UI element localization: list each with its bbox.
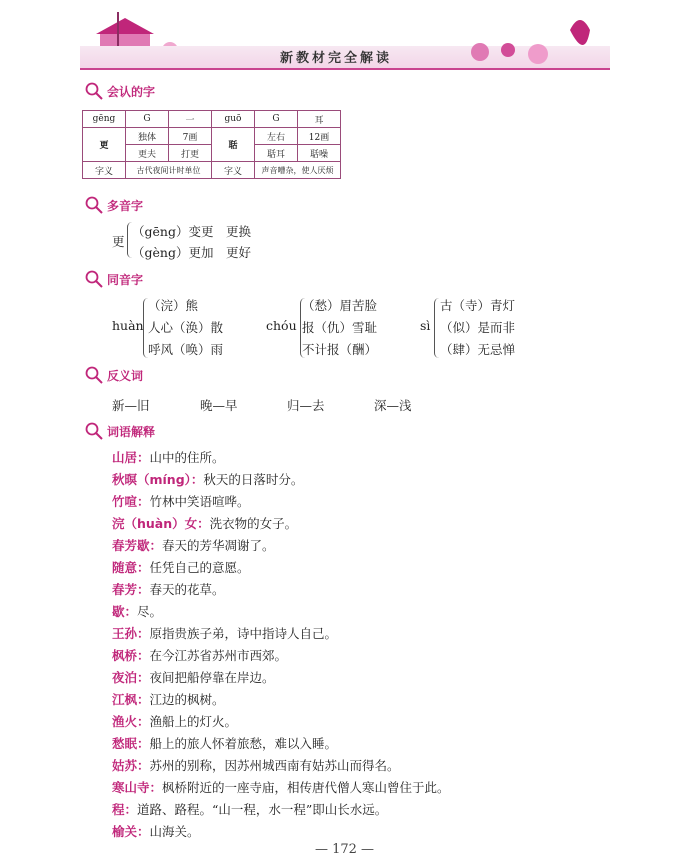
glossary-item	[112, 822, 200, 840]
radical-cell: G	[126, 111, 169, 128]
glossary-item	[112, 492, 250, 510]
page-number: — 172 —	[314, 842, 375, 857]
term-value: 苏州的别称，因苏州城西南有姑苏山而得名。	[149, 758, 400, 773]
homophone-line: 古（寺）青灯	[440, 298, 516, 313]
term-key: 春芳歇：	[112, 538, 163, 553]
word-cell: 聒耳	[255, 145, 298, 162]
magnifier-icon	[85, 422, 103, 440]
page-header	[80, 10, 610, 74]
glossary-item	[112, 756, 400, 774]
glossary-item	[112, 668, 275, 686]
term-key: 夜泊：	[112, 670, 150, 685]
radical-cell: 一	[169, 111, 212, 128]
homophone-line: （肆）无忌惮	[440, 342, 516, 357]
glossary-item	[112, 800, 387, 818]
header-decoration-right-icon	[460, 10, 600, 70]
stroke-cell: 12画	[298, 128, 341, 145]
glossary-item	[112, 624, 337, 642]
glossary-item	[112, 690, 225, 708]
character-table	[82, 110, 341, 179]
big-character: 聒	[212, 128, 255, 162]
magnifier-icon	[85, 196, 103, 214]
term-key: 程：	[112, 802, 138, 817]
term-value: 船上的旅人怀着旅愁，难以入睡。	[149, 736, 338, 751]
magnifier-icon	[85, 366, 103, 384]
structure-cell: 独体	[126, 128, 169, 145]
polyphone-line: （gèng）更加 更好	[132, 245, 251, 260]
term-value: 夜间把船停靠在岸边。	[149, 670, 275, 685]
term-key: 王孙：	[112, 626, 150, 641]
term-value: 山海关。	[149, 824, 200, 839]
meaning-cell: 古代夜间计时单位	[126, 162, 212, 179]
meaning-label: 字义	[212, 162, 255, 179]
section-header-homophone	[85, 270, 143, 288]
magnifier-icon	[85, 270, 103, 288]
antonym-pair: 新—旧	[112, 398, 150, 413]
term-value: 山中的住所。	[149, 450, 225, 465]
glossary-item	[112, 580, 225, 598]
term-value: 尽。	[137, 604, 163, 619]
stroke-cell: 7画	[169, 128, 212, 145]
glossary-item	[112, 712, 237, 730]
section-header-recognize	[85, 82, 155, 100]
term-value: 春天的芳华凋谢了。	[162, 538, 275, 553]
magnifier-icon	[85, 82, 103, 100]
polyphone-char: 更	[112, 234, 125, 249]
homophone-line: （愁）眉苦脸	[302, 298, 378, 313]
term-key: 竹喧：	[112, 494, 150, 509]
term-value: 竹林中笑语喧哗。	[149, 494, 250, 509]
glossary-item	[112, 602, 162, 620]
term-value: 在今江苏省苏州市西郊。	[149, 648, 288, 663]
term-key: 江枫：	[112, 692, 150, 707]
term-value: 江边的枫树。	[149, 692, 225, 707]
antonym-pair: 深—浅	[374, 398, 412, 413]
term-value: 任凭自己的意愿。	[149, 560, 250, 575]
pinyin-cell: guō	[212, 111, 255, 128]
term-value: 枫桥附近的一座寺庙，相传唐代僧人寒山曾住于此。	[162, 780, 450, 795]
glossary-item	[112, 734, 337, 752]
antonym-pair: 晚—早	[200, 398, 238, 413]
term-key: 榆关：	[112, 824, 150, 839]
glossary-item	[112, 558, 250, 576]
term-key: 姑苏：	[112, 758, 150, 773]
section-title: 词语解释	[107, 424, 156, 439]
homophone-pinyin: huàn	[112, 318, 144, 333]
big-character: 更	[83, 128, 126, 162]
header-title: 新教材完全解读	[280, 51, 393, 66]
homophone-line: 人心（涣）散	[148, 320, 224, 335]
section-header-antonym	[85, 366, 143, 384]
term-key: 枫桥：	[112, 648, 150, 663]
section-header-polyphone	[85, 196, 143, 214]
brace	[434, 298, 439, 358]
section-title: 多音字	[107, 198, 144, 213]
term-key: 随意：	[112, 560, 150, 575]
term-key: 渔火：	[112, 714, 150, 729]
radical-cell: 耳	[298, 111, 341, 128]
glossary-item	[112, 448, 225, 466]
term-key: 寒山寺：	[112, 780, 163, 795]
meaning-cell: 声音嘈杂，使人厌烦	[255, 162, 341, 179]
glossary-item	[112, 470, 303, 488]
antonym-pair: 归—去	[287, 398, 325, 413]
term-value: 渔船上的灯火。	[149, 714, 238, 729]
term-value: 秋天的日落时分。	[203, 472, 304, 487]
term-key: 浣（huàn）女：	[112, 516, 210, 531]
glossary-item	[112, 646, 287, 664]
homophone-pinyin: sì	[420, 318, 431, 333]
term-key: 山居：	[112, 450, 150, 465]
term-key: 秋暝（míng）：	[112, 472, 204, 487]
term-key: 歇：	[112, 604, 138, 619]
term-value: 洗衣物的女子。	[209, 516, 298, 531]
meaning-label: 字义	[83, 162, 126, 179]
word-cell: 聒噪	[298, 145, 341, 162]
term-key: 愁眠：	[112, 736, 150, 751]
structure-cell: 左右	[255, 128, 298, 145]
term-value: 春天的花草。	[149, 582, 225, 597]
homophone-line: 不计报（酬）	[302, 342, 378, 357]
section-title: 同音字	[107, 272, 144, 287]
homophone-line: （浣）熊	[148, 298, 199, 313]
homophone-pinyin: chóu	[266, 318, 297, 333]
word-cell: 打更	[169, 145, 212, 162]
section-title: 会认的字	[107, 84, 156, 99]
polyphone-line: （gēng）变更 更换	[132, 224, 251, 239]
glossary-item	[112, 778, 450, 796]
term-key: 春芳：	[112, 582, 150, 597]
glossary-item	[112, 514, 297, 532]
homophone-line: （似）是而非	[440, 320, 516, 335]
radical-cell: G	[255, 111, 298, 128]
term-value: 原指贵族子弟，诗中指诗人自己。	[149, 626, 338, 641]
homophone-line: 报（仇）雪耻	[302, 320, 378, 335]
word-cell: 更夫	[126, 145, 169, 162]
section-header-glossary	[85, 422, 155, 440]
section-title: 反义词	[107, 368, 144, 383]
pinyin-cell: gēng	[83, 111, 126, 128]
homophone-line: 呼风（唤）雨	[148, 342, 224, 357]
glossary-item	[112, 536, 275, 554]
term-value: 道路、路程。“山一程，水一程”即山长水远。	[137, 802, 388, 817]
